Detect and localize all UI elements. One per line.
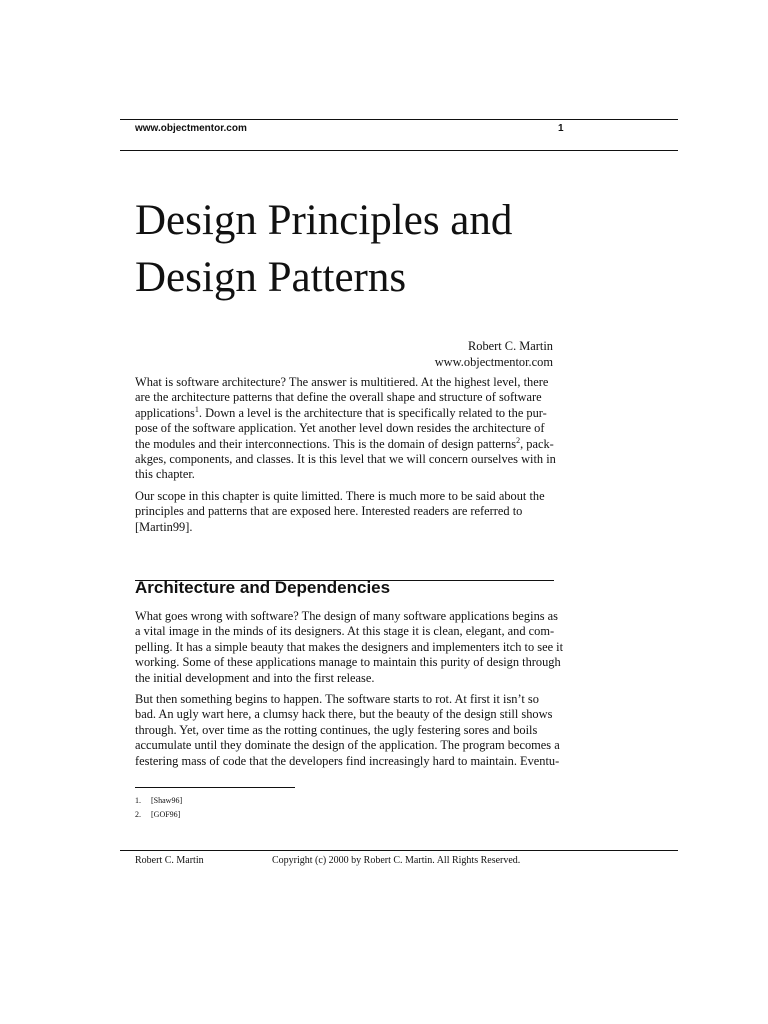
footnote-ref-1: 1 bbox=[194, 404, 199, 414]
header-bottom-rule bbox=[120, 150, 678, 151]
intro-paragraph-2: Our scope in this chapter is quite limitted. There is much more to be said about the principles and patterns that are exposed here. Interested readers are referred to [Martin99]. bbox=[135, 488, 545, 534]
footer-author: Robert C. Martin bbox=[135, 855, 204, 866]
footer-rule bbox=[120, 850, 678, 851]
section-paragraph-1: What goes wrong with software? The design of many software applications begins as a vital image in the minds of its designers. At this stage it is clean, elegant, and com- pelling. It has a simple beauty that makes the designers and implementers itch to see it working. Some of these applications manage to maintain this purity of design through the initial development and into the first release. bbox=[135, 609, 564, 685]
footnote-2-text: [GOF96] bbox=[151, 810, 181, 819]
intro-paragraph-1: What is software architecture? The answer is multitiered. At the highest level, there are the architecture patterns that define the overall shape and structure of software applications$^1$. Down a level is the architecture that is specifically related to the pur- pose of the software application. Yet another level down resides the architecture of the modules and their interconnections. This is the domain of design patterns$^2$, pack- akges, components, and classes. It is this level that we will concern ourselves with in this chapter. bbox=[135, 375, 556, 482]
title-line-1: Design Principles and bbox=[135, 197, 513, 244]
author-website: www.objectmentor.com bbox=[434, 355, 553, 369]
section-text bbox=[135, 609, 565, 769]
footnote-2 bbox=[135, 810, 180, 819]
footnote-2-number: 2. bbox=[135, 810, 141, 819]
document-title bbox=[135, 192, 655, 306]
header-url: www.objectmentor.com bbox=[135, 123, 247, 134]
footnote-1 bbox=[135, 796, 182, 805]
section-heading: Architecture and Dependencies bbox=[135, 578, 391, 597]
footnote-1-number: 1. bbox=[135, 796, 141, 805]
author-name: Robert C. Martin bbox=[467, 339, 553, 353]
footnote-ref-2: 2 bbox=[516, 435, 521, 445]
footnote-rule bbox=[135, 787, 295, 788]
title-line-2: Design Patterns bbox=[135, 254, 407, 301]
footnote-1-text: [Shaw96] bbox=[151, 796, 183, 805]
page-number: 1 bbox=[558, 123, 564, 134]
footer-copyright: Copyright (c) 2000 by Robert C. Martin. All Rights Reserved. bbox=[272, 855, 521, 866]
header-top-rule bbox=[120, 119, 678, 120]
author-block bbox=[435, 338, 553, 370]
intro-text bbox=[135, 375, 565, 535]
section-paragraph-2: But then something begins to happen. The software starts to rot. At first it isn’t so bad. An ugly wart here, a clumsy hack there, but the beauty of the design still shows through. Yet, over time as the rotting continues, the ugly festering sores and boils accumulate until they dominate the design of the application. The program becomes a festering mass of code that the developers find increasingly hard to maintain. Eventu- bbox=[135, 692, 560, 768]
